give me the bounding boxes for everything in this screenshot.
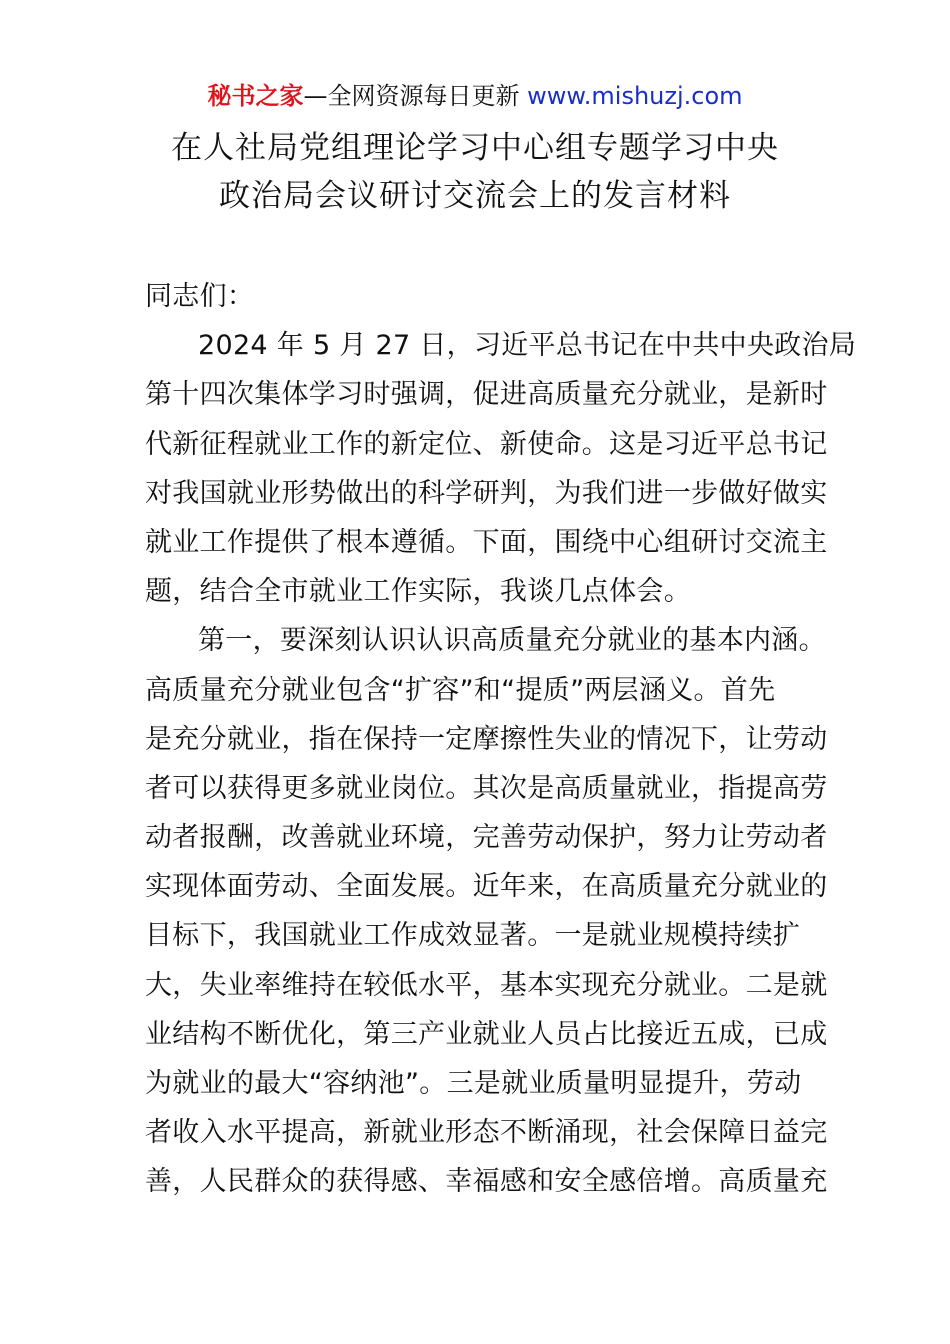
body-line: 目标下，我国就业工作成效显著。一是就业规模持续扩 xyxy=(145,920,801,952)
body-line: 善，人民群众的获得感、幸福感和安全感倍增。高质量充 xyxy=(145,1166,828,1198)
document-body xyxy=(145,272,857,1207)
body-line: 业结构不断优化，第三产业就业人员占比接近五成，已成 xyxy=(145,1018,828,1050)
document-title xyxy=(0,124,950,220)
body-line: 第十四次集体学习时强调，促进高质量充分就业，是新时 xyxy=(145,379,828,411)
title-line-2: 政治局会议研讨交流会上的发言材料 xyxy=(219,178,731,214)
body-line: 代新征程就业工作的新定位、新使命。这是习近平总书记 xyxy=(145,428,828,460)
site-header xyxy=(0,80,950,112)
site-link[interactable]: www.mishuzj.com xyxy=(527,82,743,110)
title-line-1: 在人社局党组理论学习中心组专题学习中央 xyxy=(171,130,779,166)
brand-name: 秘书之家 xyxy=(207,82,304,110)
body-line: 大，失业率维持在较低水平，基本实现充分就业。二是就 xyxy=(145,969,828,1001)
header-tagline: —全网资源每日更新 xyxy=(303,82,528,110)
body-line: 是充分就业，指在保持一定摩擦性失业的情况下，让劳动 xyxy=(145,723,828,755)
body-line: 者收入水平提高，新就业形态不断涌现，社会保障日益完 xyxy=(145,1117,828,1149)
section-heading-line: 第一，要深刻认识认识高质量充分就业的基本内涵。 xyxy=(198,625,826,657)
body-line: 2024 年 5 月 27 日，习近平总书记在中共中央政治局 xyxy=(198,330,857,362)
body-line: 对我国就业形势做出的科学研判，为我们进一步做好做实 xyxy=(145,477,828,509)
body-line: 高质量充分就业包含“扩容”和“提质”两层涵义。首先 xyxy=(145,674,776,706)
body-line: 就业工作提供了根本遵循。下面，围绕中心组研讨交流主 xyxy=(145,526,828,558)
body-line: 题，结合全市就业工作实际，我谈几点体会。 xyxy=(145,576,691,608)
body-line: 者可以获得更多就业岗位。其次是高质量就业，指提高劳 xyxy=(145,772,828,804)
salutation: 同志们： xyxy=(145,281,255,312)
body-line: 动者报酬，改善就业环境，完善劳动保护，努力让劳动者 xyxy=(145,822,828,854)
body-line: 为就业的最大“容纳池”。三是就业质量明显提升，劳动 xyxy=(145,1068,802,1099)
body-line: 实现体面劳动、全面发展。近年来，在高质量充分就业的 xyxy=(145,871,828,903)
